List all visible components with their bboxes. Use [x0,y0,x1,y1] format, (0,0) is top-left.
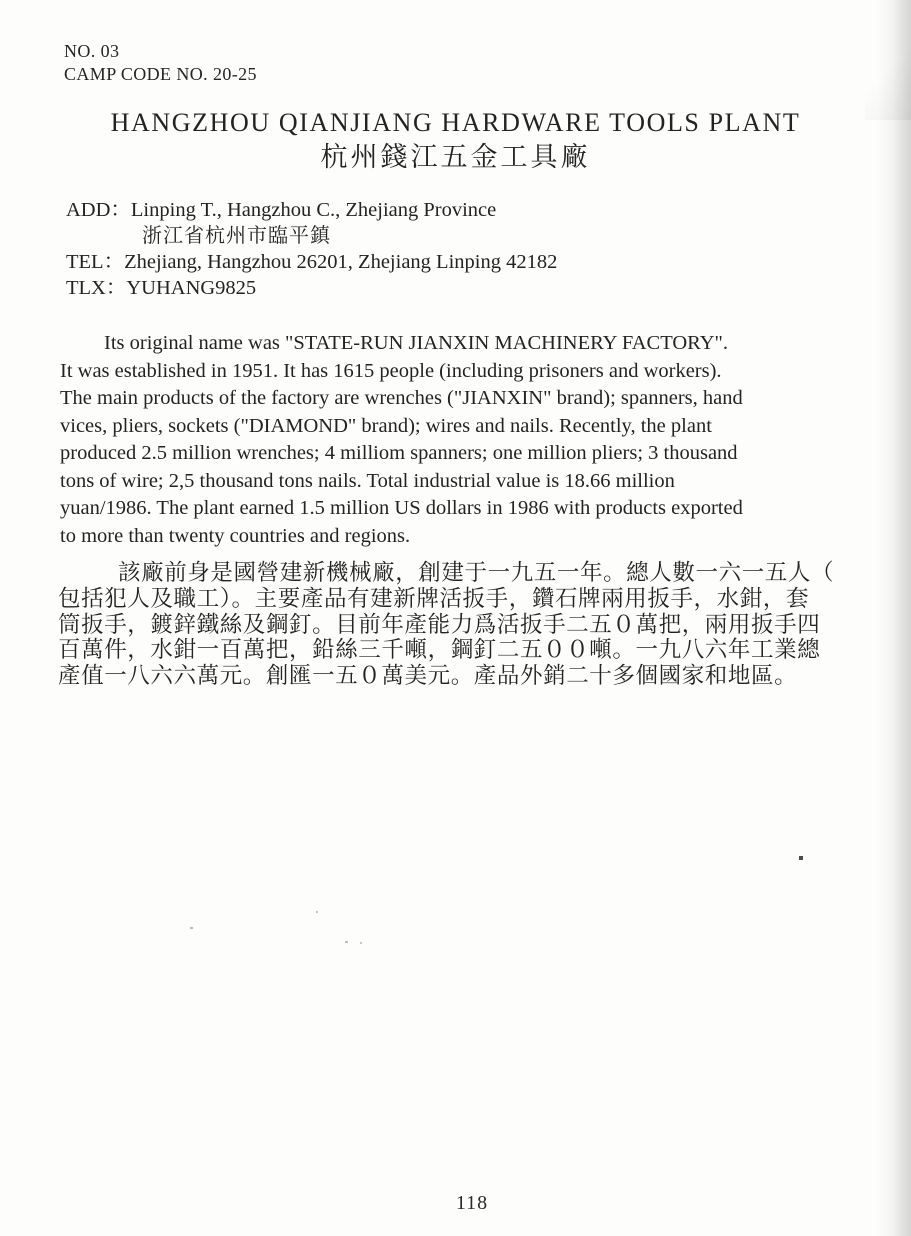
body-text-line: 該廠前身是國營建新機械廠，創建于一九五一年。總人數一六一五人（ [118,560,835,585]
telex-line: TLX：YUHANG9825 [66,277,257,299]
scan-artifact-speck [316,911,318,913]
body-text-line: The main products of the factory are wrenches ("JIANXIN" brand); spanners, hand [60,387,743,409]
scan-artifact-speck [190,927,193,929]
contact-block [66,197,557,301]
body-text-line: vices, pliers, sockets ("DIAMOND" brand); wires and nails. Recently, the plant [60,414,712,437]
scan-artifact-speck [360,942,362,944]
body-text-line: 產值一八六六萬元。創匯一五０萬美元。產品外銷二十多個國家和地區。 [58,663,798,689]
body-text-line: It was established in 1951. It has 1615 people (including prisoners and workers). [60,359,722,382]
title-block [0,108,911,174]
scan-corner-shade [865,0,911,120]
body-text-line: tons of wire; 2,5 thousand tons nails. Total industrial value is 18.66 million [60,469,675,492]
body-text-line: 百萬件，水鉗一百萬把，鉛絲三千噸，鋼釘二五００噸。一九八六年工業總 [58,637,821,663]
body-text-line: to more than twenty countries and regions. [60,524,411,547]
scan-artifact-speck [799,856,803,860]
plant-title-english: HANGZHOU QIANJIANG HARDWARE TOOLS PLANT [110,108,801,137]
address-line-chinese: 浙江省杭州市臨平鎮 [142,225,331,247]
telephone-line: TEL：Zhejiang, Hangzhou 26201, Zhejiang Linping 42182 [66,251,558,273]
english-paragraph [60,330,875,550]
camp-code: CAMP CODE NO. 20-25 [64,64,257,84]
body-text-line: yuan/1986. The plant earned 1.5 million US dollars in 1986 with products exported [60,497,743,519]
page-number: 118 [455,1192,489,1214]
body-text-line: produced 2.5 million wrenches; 4 milliom spanners; one million pliers; 3 thousand [60,442,738,464]
body-text-line: 筒扳手，鍍鋅鐵絲及鋼釘。目前年產能力爲活扳手二五０萬把，兩用扳手四 [58,611,821,637]
document-number: NO. 03 [64,41,120,61]
body-text-line: Its original name was "STATE-RUN JIANXIN MACHINERY FACTORY". [104,332,728,354]
plant-title-chinese: 杭州錢江五金工具廠 [320,142,591,172]
body-text-line: 包括犯人及職工）。主要產品有建新牌活扳手，鑽石牌兩用扳手，水鉗，套 [58,585,810,611]
scan-edge-shadow [877,0,911,1236]
address-line: ADD：Linping T., Hangzhou C., Zhejiang Province [66,199,497,221]
scan-artifact-speck [345,941,348,943]
document-meta [64,40,257,86]
chinese-paragraph [58,560,878,689]
